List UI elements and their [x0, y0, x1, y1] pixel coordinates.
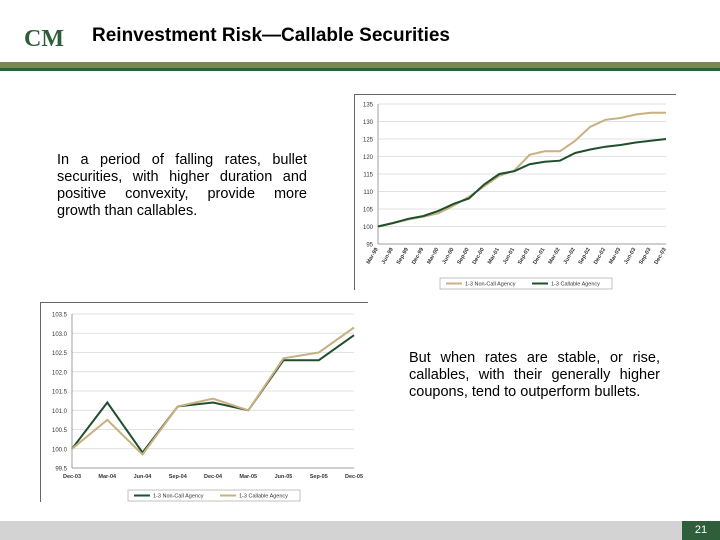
chart-2003-2005 [40, 302, 368, 502]
x-tick-label: Jun-01 [502, 247, 517, 266]
legend-label: 1-3 Non-Call Agency [153, 493, 204, 500]
x-tick-label: Jun-00 [441, 247, 456, 266]
y-tick-label: 100.5 [51, 428, 67, 434]
x-tick-label: Dec-99 [410, 247, 426, 266]
x-tick-label: Mar-01 [486, 247, 501, 266]
y-tick-label: 115 [363, 172, 373, 179]
x-tick-label: Dec-00 [471, 247, 486, 266]
y-tick-label: 100.0 [51, 447, 67, 454]
y-tick-label: 110 [363, 190, 373, 196]
y-tick-label: 130 [362, 120, 373, 126]
x-tick-label: Dec-03 [653, 247, 668, 266]
x-tick-label: Mar-03 [608, 247, 623, 266]
footer-bar [0, 521, 720, 540]
paragraph-falling-rates: In a period of falling rates, bullet securities, with higher duration and positive convexity, provide more growth than callables. [57, 152, 307, 219]
x-tick-label: Mar-05 [239, 474, 258, 480]
y-tick-label: 135 [362, 102, 373, 109]
x-tick-label: Sep-05 [309, 474, 328, 480]
x-tick-label: Mar-99 [365, 247, 380, 266]
legend-label: 1-3 Callable Agency [239, 493, 288, 500]
x-tick-label: Mar-00 [426, 247, 441, 266]
y-tick-label: 101.0 [51, 408, 67, 415]
legend-label: 1-3 Non-Call Agency [465, 281, 516, 288]
chart-1999-2003 [354, 94, 676, 290]
paragraph-stable-rates: But when rates are stable, or rise, callables, with their generally higher coupons, tend to outperform bullets. [409, 350, 660, 400]
y-tick-label: 102.0 [51, 370, 67, 377]
x-tick-label: Sep-03 [638, 247, 653, 266]
x-tick-label: Dec-02 [592, 246, 608, 266]
y-tick-label: 95 [366, 242, 373, 249]
x-tick-label: Dec-04 [203, 474, 223, 480]
header-rule-dark [0, 68, 720, 71]
x-tick-label: Jun-04 [133, 474, 152, 480]
x-tick-label: Sep-02 [577, 247, 592, 266]
legend-label: 1-3 Callable Agency [551, 281, 600, 288]
y-tick-label: 125 [362, 137, 373, 144]
x-tick-label: Mar-02 [547, 247, 562, 266]
x-tick-label: Jun-99 [380, 247, 395, 266]
x-tick-label: Dec-05 [344, 474, 364, 480]
x-tick-label: Jun-02 [562, 247, 577, 266]
x-tick-label: Jun-03 [623, 247, 638, 266]
chart-background [40, 302, 368, 502]
x-tick-label: Dec-03 [62, 474, 82, 480]
x-tick-label: Jun-05 [274, 474, 293, 480]
y-tick-label: 100 [362, 225, 373, 231]
y-tick-label: 103.0 [51, 331, 67, 338]
x-tick-label: Sep-00 [456, 247, 471, 266]
page-number: 21 [682, 521, 720, 540]
y-tick-label: 99.5 [55, 466, 67, 473]
y-tick-label: 105 [362, 207, 373, 214]
slide-title: Reinvestment Risk—Callable Securities [92, 25, 450, 46]
x-tick-label: Mar-04 [98, 474, 117, 480]
x-tick-label: Sep-04 [168, 474, 187, 480]
logo-text: CM [24, 26, 64, 50]
company-logo [18, 24, 70, 50]
y-tick-label: 103.5 [51, 312, 67, 319]
x-tick-label: Sep-01 [517, 247, 532, 266]
x-tick-label: Dec-01 [532, 247, 547, 266]
y-tick-label: 120 [362, 155, 373, 161]
y-tick-label: 101.5 [51, 389, 67, 396]
x-tick-label: Sep-99 [395, 247, 411, 266]
y-tick-label: 102.5 [51, 351, 67, 357]
